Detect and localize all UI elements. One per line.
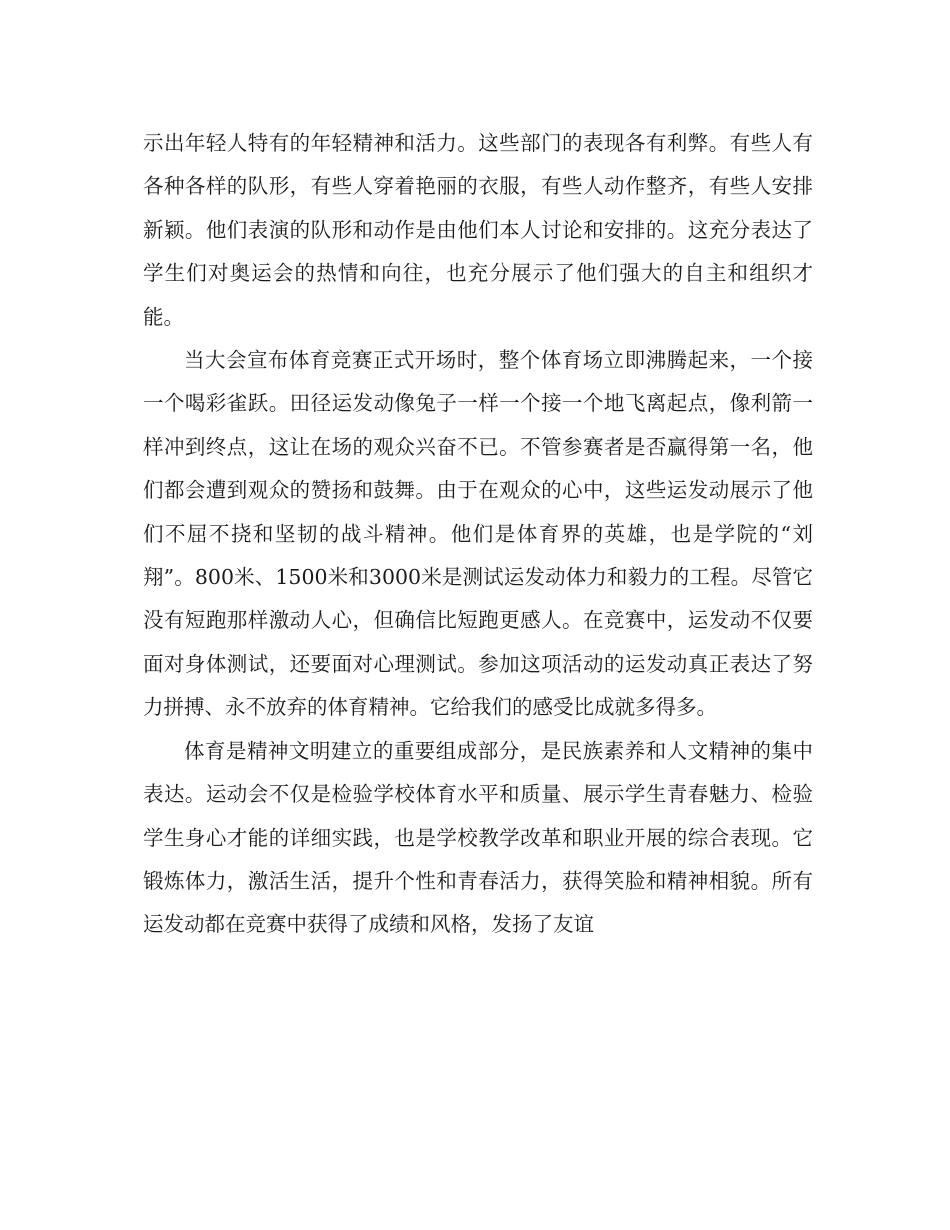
paragraph-sports-spirit: 体育是精神文明建立的重要组成部分，是民族素养和人文精神的集中表达。运动会不仅是检验学校体育水平和质量、展示学生青春魅力、检验学生身心才能的详细实践，也是学校教学改革和职业开展的综合表现。它锻炼体力，激活生活，提升个性和青春活力，获得笑脸和精神相貌。所有运发动都在竞赛中获得了成绩和风格，发扬了友谊 (143, 738, 813, 937)
body-text (143, 122, 813, 947)
paragraph-competition: 当大会宣布体育竞赛正式开场时，整个体育场立即沸腾起来，一个接一个喝彩雀跃。田径运发动像兔子一样一个接一个地飞离起点，像利箭一样冲到终点，这让在场的观众兴奋不已。不管参赛者是否赢得第一名，他们都会遭到观众的赞扬和鼓舞。由于在观众的心中，这些运发动展示了他们不屈不挠和坚韧的战斗精神。他们是体育界的英雄，也是学院的“刘翔”。800米、1500米和3000米是测试运发动体力和毅力的工程。尽管它没有短跑那样激动人心，但确信比短跑更感人。在竞赛中，运发动不仅要面对身体测试，还要面对心理测试。参加这项活动的运发动真正表达了努力拼搏、永不放弃的体育精神。它给我们的感受比成就多得多。 (143, 348, 813, 720)
paragraph-continuation: 示出年轻人特有的年轻精神和活力。这些部门的表现各有利弊。有些人有各种各样的队形，有些人穿着艳丽的衣服，有些人动作整齐，有些人安排新颖。他们表演的队形和动作是由他们本人讨论和安排的。这充分表达了学生们对奥运会的热情和向往，也充分展示了他们强大的自主和组织才能。 (143, 131, 813, 329)
